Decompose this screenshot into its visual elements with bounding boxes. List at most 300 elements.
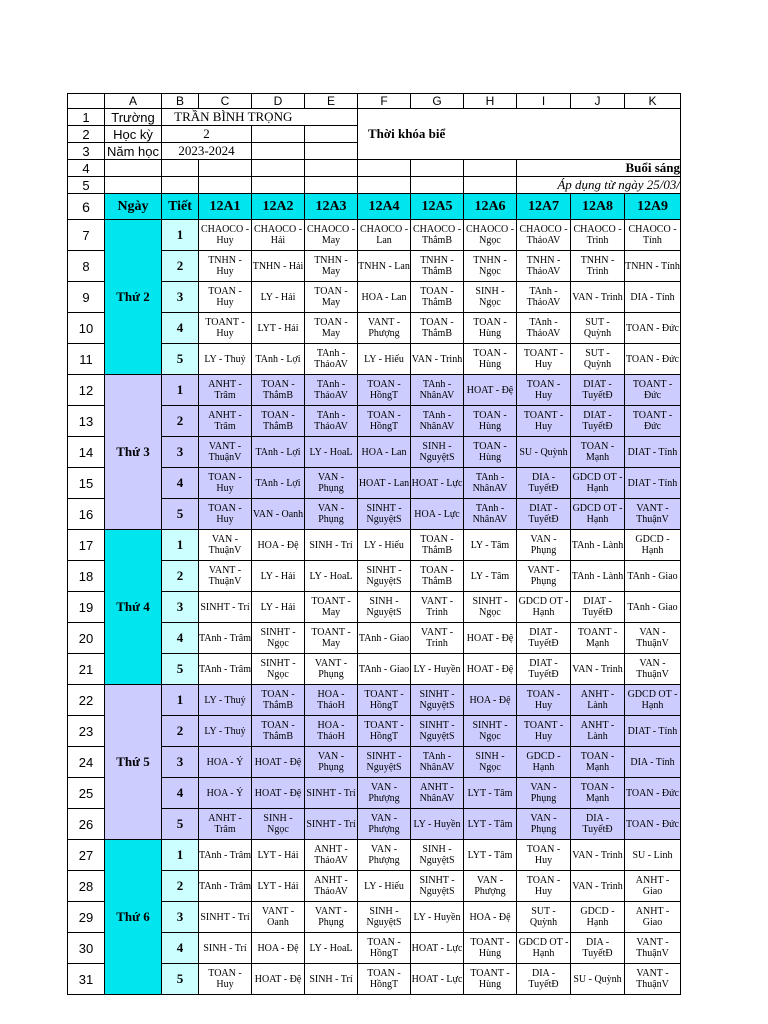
lesson-cell[interactable]	[411, 747, 464, 778]
row-number[interactable]: 9	[68, 282, 105, 313]
header-day[interactable]: Ngày	[105, 194, 162, 220]
school-year-value[interactable]: 2023-2024	[162, 143, 252, 160]
empty-cell[interactable]	[252, 143, 305, 160]
lesson-cell[interactable]	[358, 592, 411, 623]
lesson-cell[interactable]	[517, 592, 571, 623]
lesson-cell[interactable]	[252, 220, 305, 251]
empty-cell[interactable]	[464, 160, 517, 177]
lesson-cell[interactable]	[411, 437, 464, 468]
lesson-cell[interactable]	[199, 499, 252, 530]
lesson-cell[interactable]	[464, 561, 517, 592]
lesson-cell[interactable]	[625, 406, 681, 437]
lesson-cell[interactable]	[358, 282, 411, 313]
lesson-cell[interactable]	[464, 654, 517, 685]
lesson-cell[interactable]	[464, 499, 517, 530]
day-cell[interactable]: Thứ 5	[105, 685, 162, 840]
lesson-cell[interactable]	[305, 871, 358, 902]
period-number[interactable]: 2	[162, 561, 199, 592]
empty-cell[interactable]	[252, 126, 305, 143]
lesson-cell[interactable]	[199, 778, 252, 809]
row-number[interactable]: 5	[68, 177, 105, 194]
lesson-cell[interactable]	[411, 778, 464, 809]
lesson-cell[interactable]	[305, 809, 358, 840]
row-number[interactable]: 28	[68, 871, 105, 902]
header-class[interactable]: 12A3	[305, 194, 358, 220]
empty-cell[interactable]	[199, 160, 252, 177]
lesson-cell[interactable]	[571, 468, 625, 499]
header-class[interactable]: 12A8	[571, 194, 625, 220]
empty-cell[interactable]	[358, 177, 411, 194]
period-number[interactable]: 2	[162, 251, 199, 282]
lesson-cell[interactable]	[305, 685, 358, 716]
lesson-cell[interactable]	[358, 220, 411, 251]
lesson-cell[interactable]	[358, 530, 411, 561]
period-number[interactable]: 1	[162, 220, 199, 251]
header-class[interactable]: 12A4	[358, 194, 411, 220]
empty-cell[interactable]	[411, 160, 464, 177]
period-number[interactable]: 2	[162, 406, 199, 437]
lesson-cell[interactable]	[464, 964, 517, 995]
lesson-cell[interactable]	[411, 871, 464, 902]
lesson-cell[interactable]	[305, 282, 358, 313]
column-letter[interactable]: K	[625, 94, 681, 109]
session-label[interactable]: Buổi sáng	[517, 160, 681, 177]
period-number[interactable]: 3	[162, 282, 199, 313]
lesson-cell[interactable]	[199, 623, 252, 654]
lesson-cell[interactable]	[517, 406, 571, 437]
column-letter[interactable]: C	[199, 94, 252, 109]
lesson-cell[interactable]	[305, 220, 358, 251]
lesson-cell[interactable]	[252, 282, 305, 313]
day-cell[interactable]: Thứ 3	[105, 375, 162, 530]
lesson-cell[interactable]	[625, 220, 681, 251]
lesson-cell[interactable]	[571, 375, 625, 406]
lesson-cell[interactable]	[305, 933, 358, 964]
lesson-cell[interactable]	[358, 499, 411, 530]
lesson-cell[interactable]	[464, 406, 517, 437]
day-cell[interactable]: Thứ 6	[105, 840, 162, 995]
lesson-cell[interactable]	[517, 933, 571, 964]
lesson-cell[interactable]	[464, 871, 517, 902]
lesson-cell[interactable]	[571, 561, 625, 592]
lesson-cell[interactable]	[571, 778, 625, 809]
lesson-cell[interactable]	[411, 933, 464, 964]
empty-cell[interactable]	[305, 126, 358, 143]
row-number[interactable]: 30	[68, 933, 105, 964]
period-number[interactable]: 4	[162, 778, 199, 809]
lesson-cell[interactable]	[464, 902, 517, 933]
lesson-cell[interactable]	[305, 902, 358, 933]
lesson-cell[interactable]	[571, 871, 625, 902]
lesson-cell[interactable]	[625, 468, 681, 499]
lesson-cell[interactable]	[411, 530, 464, 561]
lesson-cell[interactable]	[411, 716, 464, 747]
row-number[interactable]: 20	[68, 623, 105, 654]
lesson-cell[interactable]	[199, 685, 252, 716]
column-letter[interactable]: H	[464, 94, 517, 109]
row-number[interactable]: 31	[68, 964, 105, 995]
period-number[interactable]: 5	[162, 654, 199, 685]
lesson-cell[interactable]	[199, 437, 252, 468]
lesson-cell[interactable]	[625, 685, 681, 716]
row-number[interactable]: 22	[68, 685, 105, 716]
lesson-cell[interactable]	[199, 251, 252, 282]
lesson-cell[interactable]	[305, 499, 358, 530]
lesson-cell[interactable]	[517, 220, 571, 251]
lesson-cell[interactable]	[305, 530, 358, 561]
lesson-cell[interactable]	[252, 313, 305, 344]
lesson-cell[interactable]	[411, 840, 464, 871]
lesson-cell[interactable]	[517, 778, 571, 809]
lesson-cell[interactable]	[571, 499, 625, 530]
lesson-cell[interactable]	[517, 468, 571, 499]
column-letter[interactable]: E	[305, 94, 358, 109]
lesson-cell[interactable]	[305, 840, 358, 871]
lesson-cell[interactable]	[625, 654, 681, 685]
empty-cell[interactable]	[105, 177, 162, 194]
lesson-cell[interactable]	[252, 654, 305, 685]
lesson-cell[interactable]	[517, 313, 571, 344]
row-number[interactable]: 17	[68, 530, 105, 561]
period-number[interactable]: 5	[162, 499, 199, 530]
row-number[interactable]: 2	[68, 126, 105, 143]
lesson-cell[interactable]	[571, 716, 625, 747]
lesson-cell[interactable]	[358, 778, 411, 809]
column-letter[interactable]: D	[252, 94, 305, 109]
empty-cell[interactable]	[199, 177, 252, 194]
school-value[interactable]: TRẦN BÌNH TRỌNG	[162, 109, 305, 126]
lesson-cell[interactable]	[571, 530, 625, 561]
period-number[interactable]: 3	[162, 747, 199, 778]
lesson-cell[interactable]	[571, 840, 625, 871]
lesson-cell[interactable]	[625, 251, 681, 282]
period-number[interactable]: 1	[162, 530, 199, 561]
header-class[interactable]: 12A6	[464, 194, 517, 220]
period-number[interactable]: 1	[162, 840, 199, 871]
lesson-cell[interactable]	[305, 468, 358, 499]
lesson-cell[interactable]	[305, 964, 358, 995]
day-cell[interactable]: Thứ 2	[105, 220, 162, 375]
lesson-cell[interactable]	[625, 840, 681, 871]
lesson-cell[interactable]	[252, 623, 305, 654]
lesson-cell[interactable]	[252, 406, 305, 437]
lesson-cell[interactable]	[517, 344, 571, 375]
lesson-cell[interactable]	[464, 344, 517, 375]
sheet-title[interactable]: Thời khóa biể	[358, 109, 681, 160]
lesson-cell[interactable]	[464, 716, 517, 747]
row-number[interactable]: 12	[68, 375, 105, 406]
lesson-cell[interactable]	[625, 747, 681, 778]
lesson-cell[interactable]	[517, 747, 571, 778]
lesson-cell[interactable]	[625, 282, 681, 313]
period-number[interactable]: 3	[162, 592, 199, 623]
lesson-cell[interactable]	[571, 933, 625, 964]
column-letter[interactable]: B	[162, 94, 199, 109]
lesson-cell[interactable]	[252, 437, 305, 468]
effective-date[interactable]: Áp dụng từ ngày 25/03/	[517, 177, 681, 194]
header-class[interactable]: 12A5	[411, 194, 464, 220]
lesson-cell[interactable]	[571, 902, 625, 933]
row-number[interactable]: 25	[68, 778, 105, 809]
lesson-cell[interactable]	[358, 468, 411, 499]
row-number[interactable]: 14	[68, 437, 105, 468]
lesson-cell[interactable]	[199, 344, 252, 375]
lesson-cell[interactable]	[625, 313, 681, 344]
empty-cell[interactable]	[105, 160, 162, 177]
column-letter[interactable]: I	[517, 94, 571, 109]
row-number[interactable]: 21	[68, 654, 105, 685]
lesson-cell[interactable]	[252, 375, 305, 406]
lesson-cell[interactable]	[464, 592, 517, 623]
lesson-cell[interactable]	[517, 809, 571, 840]
lesson-cell[interactable]	[517, 375, 571, 406]
lesson-cell[interactable]	[411, 623, 464, 654]
lesson-cell[interactable]	[464, 468, 517, 499]
lesson-cell[interactable]	[252, 530, 305, 561]
lesson-cell[interactable]	[571, 406, 625, 437]
row-number[interactable]: 1	[68, 109, 105, 126]
lesson-cell[interactable]	[571, 654, 625, 685]
period-number[interactable]: 5	[162, 344, 199, 375]
lesson-cell[interactable]	[305, 592, 358, 623]
row-number[interactable]: 23	[68, 716, 105, 747]
lesson-cell[interactable]	[625, 623, 681, 654]
row-number[interactable]: 26	[68, 809, 105, 840]
lesson-cell[interactable]	[252, 902, 305, 933]
lesson-cell[interactable]	[464, 220, 517, 251]
lesson-cell[interactable]	[625, 375, 681, 406]
lesson-cell[interactable]	[252, 778, 305, 809]
school-label[interactable]: Trường	[105, 109, 162, 126]
lesson-cell[interactable]	[411, 375, 464, 406]
lesson-cell[interactable]	[517, 251, 571, 282]
row-number[interactable]: 19	[68, 592, 105, 623]
period-number[interactable]: 1	[162, 685, 199, 716]
lesson-cell[interactable]	[625, 964, 681, 995]
row-number[interactable]: 24	[68, 747, 105, 778]
header-class[interactable]: 12A7	[517, 194, 571, 220]
lesson-cell[interactable]	[199, 747, 252, 778]
lesson-cell[interactable]	[517, 561, 571, 592]
lesson-cell[interactable]	[571, 282, 625, 313]
lesson-cell[interactable]	[517, 499, 571, 530]
lesson-cell[interactable]	[199, 561, 252, 592]
lesson-cell[interactable]	[571, 809, 625, 840]
lesson-cell[interactable]	[571, 437, 625, 468]
lesson-cell[interactable]	[464, 251, 517, 282]
lesson-cell[interactable]	[571, 747, 625, 778]
lesson-cell[interactable]	[358, 623, 411, 654]
lesson-cell[interactable]	[305, 344, 358, 375]
lesson-cell[interactable]	[411, 964, 464, 995]
lesson-cell[interactable]	[517, 623, 571, 654]
lesson-cell[interactable]	[411, 902, 464, 933]
period-number[interactable]: 4	[162, 933, 199, 964]
period-number[interactable]: 5	[162, 809, 199, 840]
lesson-cell[interactable]	[199, 592, 252, 623]
lesson-cell[interactable]	[199, 468, 252, 499]
header-class[interactable]: 12A2	[252, 194, 305, 220]
lesson-cell[interactable]	[517, 716, 571, 747]
row-number[interactable]: 29	[68, 902, 105, 933]
semester-label[interactable]: Học kỳ	[105, 126, 162, 143]
lesson-cell[interactable]	[358, 251, 411, 282]
lesson-cell[interactable]	[358, 561, 411, 592]
lesson-cell[interactable]	[411, 251, 464, 282]
lesson-cell[interactable]	[252, 251, 305, 282]
empty-cell[interactable]	[464, 177, 517, 194]
lesson-cell[interactable]	[252, 871, 305, 902]
lesson-cell[interactable]	[411, 468, 464, 499]
period-number[interactable]: 4	[162, 313, 199, 344]
lesson-cell[interactable]	[517, 530, 571, 561]
lesson-cell[interactable]	[358, 375, 411, 406]
lesson-cell[interactable]	[199, 716, 252, 747]
lesson-cell[interactable]	[411, 499, 464, 530]
lesson-cell[interactable]	[305, 437, 358, 468]
lesson-cell[interactable]	[358, 902, 411, 933]
lesson-cell[interactable]	[517, 964, 571, 995]
lesson-cell[interactable]	[411, 809, 464, 840]
period-number[interactable]: 4	[162, 623, 199, 654]
lesson-cell[interactable]	[305, 251, 358, 282]
lesson-cell[interactable]	[517, 282, 571, 313]
lesson-cell[interactable]	[252, 468, 305, 499]
column-letter[interactable]: A	[105, 94, 162, 109]
period-number[interactable]: 5	[162, 964, 199, 995]
lesson-cell[interactable]	[411, 685, 464, 716]
lesson-cell[interactable]	[625, 592, 681, 623]
lesson-cell[interactable]	[571, 220, 625, 251]
lesson-cell[interactable]	[464, 685, 517, 716]
lesson-cell[interactable]	[199, 809, 252, 840]
row-number[interactable]: 27	[68, 840, 105, 871]
lesson-cell[interactable]	[517, 840, 571, 871]
empty-cell[interactable]	[162, 177, 199, 194]
lesson-cell[interactable]	[625, 344, 681, 375]
row-number[interactable]: 4	[68, 160, 105, 177]
period-number[interactable]: 3	[162, 902, 199, 933]
lesson-cell[interactable]	[199, 406, 252, 437]
lesson-cell[interactable]	[571, 623, 625, 654]
lesson-cell[interactable]	[199, 282, 252, 313]
lesson-cell[interactable]	[252, 592, 305, 623]
lesson-cell[interactable]	[464, 933, 517, 964]
lesson-cell[interactable]	[464, 437, 517, 468]
lesson-cell[interactable]	[411, 406, 464, 437]
row-number[interactable]: 15	[68, 468, 105, 499]
empty-cell[interactable]	[358, 160, 411, 177]
lesson-cell[interactable]	[464, 747, 517, 778]
lesson-cell[interactable]	[571, 344, 625, 375]
lesson-cell[interactable]	[252, 933, 305, 964]
lesson-cell[interactable]	[464, 623, 517, 654]
column-letter[interactable]: F	[358, 94, 411, 109]
empty-cell[interactable]	[305, 109, 358, 126]
school-year-label[interactable]: Năm học	[105, 143, 162, 160]
lesson-cell[interactable]	[358, 809, 411, 840]
lesson-cell[interactable]	[358, 654, 411, 685]
empty-cell[interactable]	[305, 160, 358, 177]
lesson-cell[interactable]	[571, 964, 625, 995]
lesson-cell[interactable]	[517, 871, 571, 902]
lesson-cell[interactable]	[252, 344, 305, 375]
day-cell[interactable]: Thứ 4	[105, 530, 162, 685]
lesson-cell[interactable]	[305, 716, 358, 747]
lesson-cell[interactable]	[517, 437, 571, 468]
period-number[interactable]: 3	[162, 437, 199, 468]
lesson-cell[interactable]	[358, 747, 411, 778]
lesson-cell[interactable]	[411, 220, 464, 251]
lesson-cell[interactable]	[358, 406, 411, 437]
lesson-cell[interactable]	[625, 716, 681, 747]
period-number[interactable]: 4	[162, 468, 199, 499]
lesson-cell[interactable]	[252, 499, 305, 530]
lesson-cell[interactable]	[305, 654, 358, 685]
row-number[interactable]: 10	[68, 313, 105, 344]
lesson-cell[interactable]	[252, 716, 305, 747]
empty-cell[interactable]	[305, 143, 358, 160]
lesson-cell[interactable]	[305, 406, 358, 437]
lesson-cell[interactable]	[571, 251, 625, 282]
row-number[interactable]: 7	[68, 220, 105, 251]
header-class[interactable]: 12A9	[625, 194, 681, 220]
lesson-cell[interactable]	[199, 220, 252, 251]
lesson-cell[interactable]	[625, 809, 681, 840]
corner-cell[interactable]	[68, 94, 105, 109]
lesson-cell[interactable]	[199, 313, 252, 344]
lesson-cell[interactable]	[252, 747, 305, 778]
lesson-cell[interactable]	[199, 964, 252, 995]
lesson-cell[interactable]	[625, 902, 681, 933]
lesson-cell[interactable]	[411, 344, 464, 375]
lesson-cell[interactable]	[199, 871, 252, 902]
lesson-cell[interactable]	[358, 437, 411, 468]
header-class[interactable]: 12A1	[199, 194, 252, 220]
lesson-cell[interactable]	[625, 499, 681, 530]
lesson-cell[interactable]	[358, 933, 411, 964]
lesson-cell[interactable]	[252, 809, 305, 840]
empty-cell[interactable]	[305, 177, 358, 194]
lesson-cell[interactable]	[252, 964, 305, 995]
lesson-cell[interactable]	[464, 375, 517, 406]
lesson-cell[interactable]	[464, 530, 517, 561]
empty-cell[interactable]	[252, 177, 305, 194]
lesson-cell[interactable]	[252, 561, 305, 592]
lesson-cell[interactable]	[305, 313, 358, 344]
lesson-cell[interactable]	[199, 840, 252, 871]
lesson-cell[interactable]	[358, 871, 411, 902]
lesson-cell[interactable]	[199, 933, 252, 964]
lesson-cell[interactable]	[625, 530, 681, 561]
lesson-cell[interactable]	[305, 747, 358, 778]
lesson-cell[interactable]	[517, 685, 571, 716]
row-number[interactable]: 11	[68, 344, 105, 375]
lesson-cell[interactable]	[411, 561, 464, 592]
lesson-cell[interactable]	[517, 902, 571, 933]
lesson-cell[interactable]	[305, 623, 358, 654]
lesson-cell[interactable]	[517, 654, 571, 685]
lesson-cell[interactable]	[464, 809, 517, 840]
lesson-cell[interactable]	[625, 933, 681, 964]
empty-cell[interactable]	[162, 160, 199, 177]
lesson-cell[interactable]	[411, 592, 464, 623]
lesson-cell[interactable]	[305, 375, 358, 406]
lesson-cell[interactable]	[464, 313, 517, 344]
lesson-cell[interactable]	[411, 313, 464, 344]
row-number[interactable]: 18	[68, 561, 105, 592]
row-number[interactable]: 6	[68, 194, 105, 220]
